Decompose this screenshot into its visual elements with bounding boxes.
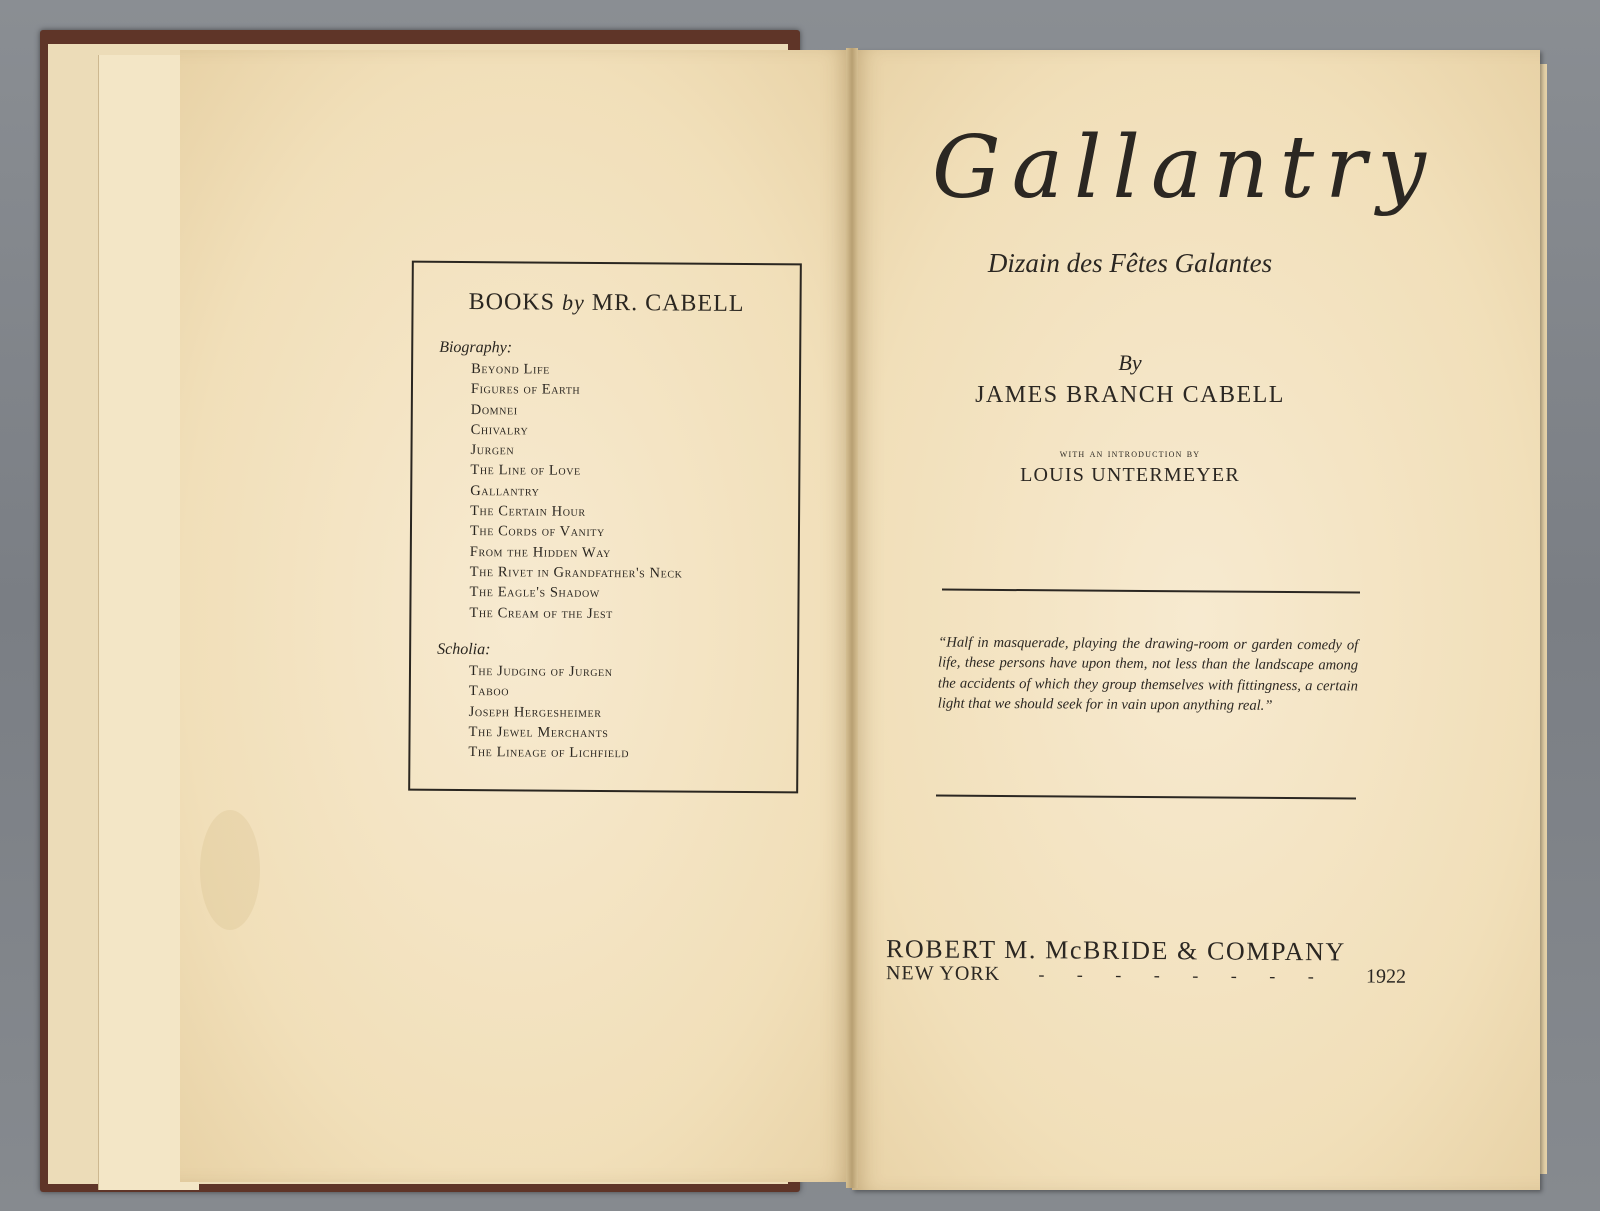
list-item: Domnei — [470, 401, 518, 418]
list-item: The Cords of Vanity — [469, 523, 605, 541]
section-label-biography: Biography: — [439, 338, 513, 357]
paper-stain — [200, 810, 260, 930]
introduction-author: LOUIS UNTERMEYER — [1020, 464, 1240, 486]
list-item: Taboo — [468, 683, 510, 700]
book-gutter — [846, 48, 858, 1188]
list-item: The Line of Love — [470, 462, 581, 480]
list-item: The Judging of Jurgen — [468, 663, 613, 681]
publisher-city: NEW YORK — [885, 962, 1001, 985]
list-item: Joseph Hergesheimer — [468, 703, 602, 721]
book-title: Gallantry — [932, 118, 1437, 218]
imprint-dashes: - - - - - - - - — [1038, 964, 1328, 987]
books-title-pre: BOOKS — [468, 289, 556, 316]
books-title-post: MR. CABELL — [591, 289, 745, 317]
list-item: The Jewel Merchants — [468, 723, 609, 741]
list-item: Jurgen — [470, 442, 515, 459]
author-name: JAMES BRANCH CABELL — [975, 382, 1285, 408]
list-item: The Certain Hour — [470, 503, 586, 520]
list-item: The Eagle's Shadow — [469, 584, 600, 602]
list-item: Gallantry — [470, 482, 540, 500]
imprint-line — [886, 962, 1406, 996]
list-item: The Rivet in Grandfather's Neck — [469, 564, 683, 582]
by-line: By — [1118, 350, 1142, 375]
biography-list — [469, 359, 684, 624]
right-page — [852, 50, 1540, 1190]
list-item: The Lineage of Lichfield — [468, 744, 630, 762]
books-box-title — [413, 289, 799, 319]
list-item: Chivalry — [470, 421, 529, 439]
section-label-scholia: Scholia: — [437, 640, 491, 659]
list-item: Figures of Earth — [470, 381, 581, 399]
books-title-by: by — [561, 289, 585, 315]
epigraph-quote: “Half in masquerade, playing the drawing-room or garden comedy of life, these persons have upon them, not less than the landscape among the accidents of which they group themselves with fittingness, a certain light that we should seek for in vain upon anything real.” — [937, 634, 1359, 715]
list-item: Beyond Life — [471, 361, 550, 378]
book-subtitle: Dizain des Fêtes Galantes — [987, 248, 1273, 278]
list-item: From the Hidden Way — [469, 543, 611, 561]
introduction-label: with an introduction by — [1059, 446, 1201, 460]
scholia-list — [468, 661, 629, 764]
books-by-author-box — [408, 261, 802, 794]
publication-year: 1922 — [1365, 965, 1407, 988]
list-item: The Cream of the Jest — [469, 604, 613, 622]
publisher-name: ROBERT M. McBRIDE & COMPANY — [885, 934, 1346, 967]
